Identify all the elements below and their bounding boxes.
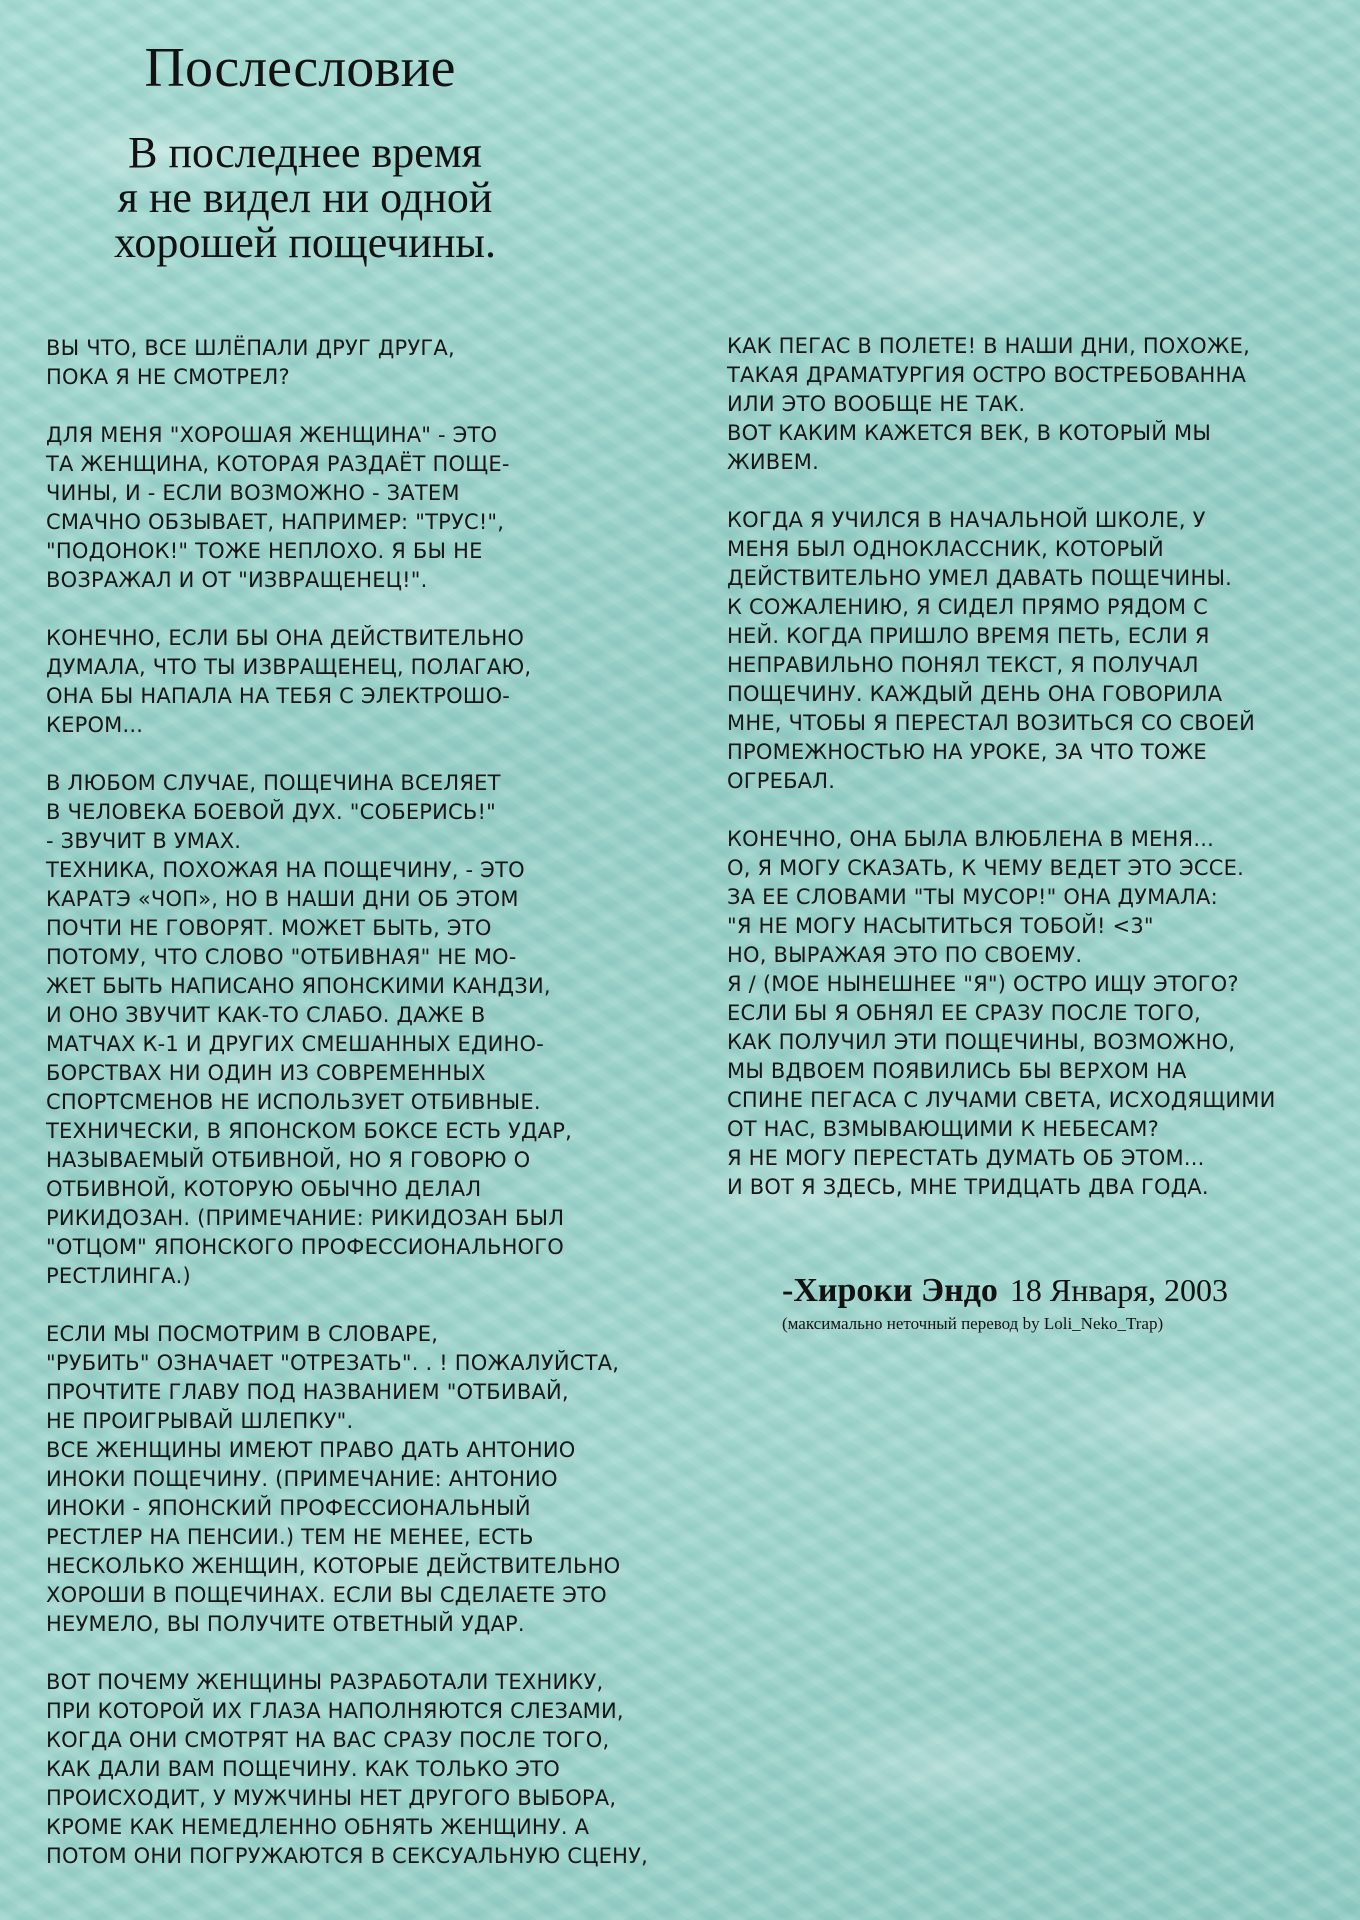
right-text-column	[727, 332, 1332, 1202]
signature	[782, 1272, 1342, 1310]
text-line: МАТЧАХ К-1 И ДРУГИХ СМЕШАННЫХ ЕДИНО-	[46, 1032, 545, 1056]
text-line: "ПОДОНОК!" ТОЖЕ НЕПЛОХО. Я БЫ НЕ	[46, 539, 483, 563]
text-line: Я НЕ МОГУ ПЕРЕСТАТЬ ДУМАТЬ ОБ ЭТОМ...	[727, 1146, 1205, 1170]
text-line: БОРСТВАХ НИ ОДИН ИЗ СОВРЕМЕННЫХ	[46, 1061, 486, 1085]
text-line: ОГРЕБАЛ.	[727, 769, 836, 793]
author-name: -Хироки Эндо	[782, 1272, 998, 1309]
text-line: "Я НЕ МОГУ НАСЫТИТЬСЯ ТОБОЙ! <3"	[727, 914, 1154, 938]
text-line: КОНЕЧНО, ОНА БЫЛА ВЛЮБЛЕНА В МЕНЯ...	[727, 827, 1214, 851]
text-line: РИКИДОЗАН. (ПРИМЕЧАНИЕ: РИКИДОЗАН БЫЛ	[46, 1206, 565, 1230]
text-line: ИНОКИ - ЯПОНСКИЙ ПРОФЕССИОНАЛЬНЫЙ	[46, 1496, 531, 1520]
text-line: ИНОКИ ПОЩЕЧИНУ. (ПРИМЕЧАНИЕ: АНТОНИО	[46, 1467, 558, 1491]
text-line: И ВОТ Я ЗДЕСЬ, МНЕ ТРИДЦАТЬ ДВА ГОДА.	[727, 1175, 1209, 1199]
text-line: ПОКА Я НЕ СМОТРЕЛ?	[46, 365, 290, 389]
text-line: КАК ДАЛИ ВАМ ПОЩЕЧИНУ. КАК ТОЛЬКО ЭТО	[46, 1757, 560, 1781]
text-line: МЕНЯ БЫЛ ОДНОКЛАССНИК, КОТОРЫЙ	[727, 537, 1164, 561]
translator-note: (максимально неточный перевод by Loli_Neko_Trap)	[782, 1314, 1164, 1333]
text-line: КОГДА ОНИ СМОТРЯТ НА ВАС СРАЗУ ПОСЛЕ ТОГО,	[46, 1728, 610, 1752]
text-line: КАРАТЭ «ЧОП», НО В НАШИ ДНИ ОБ ЭТОМ	[46, 887, 519, 911]
subtitle-line: я не видел ни одной	[117, 173, 493, 222]
paragraph-gap	[727, 477, 1332, 506]
text-line: ТЕХНИКА, ПОХОЖАЯ НА ПОЩЕЧИНУ, - ЭТО	[46, 858, 525, 882]
text-line: ПОТОМУ, ЧТО СЛОВО "ОТБИВНАЯ" НЕ МО-	[46, 945, 517, 969]
paragraph-gap	[46, 595, 706, 624]
page-subtitle	[0, 130, 610, 265]
text-line: КАК ПОЛУЧИЛ ЭТИ ПОЩЕЧИНЫ, ВОЗМОЖНО,	[727, 1030, 1236, 1054]
text-line: ПОЩЕЧИНУ. КАЖДЫЙ ДЕНЬ ОНА ГОВОРИЛА	[727, 682, 1223, 706]
text-line: ХОРОШИ В ПОЩЕЧИНАХ. ЕСЛИ ВЫ СДЕЛАЕТЕ ЭТО	[46, 1583, 607, 1607]
text-line: "РУБИТЬ" ОЗНАЧАЕТ "ОТРЕЗАТЬ". . ! ПОЖАЛУЙСТА,	[46, 1351, 620, 1375]
text-line: СПИНЕ ПЕГАСА С ЛУЧАМИ СВЕТА, ИСХОДЯЩИМИ	[727, 1088, 1276, 1112]
text-line: ВОТ КАКИМ КАЖЕТСЯ ВЕК, В КОТОРЫЙ МЫ	[727, 421, 1212, 445]
text-line: СМАЧНО ОБЗЫВАЕТ, НАПРИМЕР: "ТРУС!",	[46, 510, 505, 534]
text-line: ОНА БЫ НАПАЛА НА ТЕБЯ С ЭЛЕКТРОШО-	[46, 684, 511, 708]
text-line: МЫ ВДВОЕМ ПОЯВИЛИСЬ БЫ ВЕРХОМ НА	[727, 1059, 1187, 1083]
text-line: - ЗВУЧИТ В УМАХ.	[46, 829, 242, 853]
text-line: О, Я МОГУ СКАЗАТЬ, К ЧЕМУ ВЕДЕТ ЭТО ЭССЕ.	[727, 856, 1244, 880]
text-line: НО, ВЫРАЖАЯ ЭТО ПО СВОЕМУ.	[727, 943, 1083, 967]
paragraph-gap	[46, 740, 706, 769]
text-line: ПОТОМ ОНИ ПОГРУЖАЮТСЯ В СЕКСУАЛЬНУЮ СЦЕНУ,	[46, 1844, 648, 1868]
text-line: НЕЙ. КОГДА ПРИШЛО ВРЕМЯ ПЕТЬ, ЕСЛИ Я	[727, 624, 1210, 648]
text-line: НАЗЫВАЕМЫЙ ОТБИВНОЙ, НО Я ГОВОРЮ О	[46, 1148, 531, 1172]
text-line: ВОТ ПОЧЕМУ ЖЕНЩИНЫ РАЗРАБОТАЛИ ТЕХНИКУ,	[46, 1670, 604, 1694]
text-line: ПРОИСХОДИТ, У МУЖЧИНЫ НЕТ ДРУГОГО ВЫБОРА,	[46, 1786, 617, 1810]
text-line: НЕ ПРОИГРЫВАЙ ШЛЕПКУ".	[46, 1409, 354, 1433]
subtitle-line: хорошей пощечины.	[114, 218, 496, 267]
text-line: ЗА ЕЕ СЛОВАМИ "ТЫ МУСОР!" ОНА ДУМАЛА:	[727, 885, 1218, 909]
text-line: ВСЕ ЖЕНЩИНЫ ИМЕЮТ ПРАВО ДАТЬ АНТОНИО	[46, 1438, 576, 1462]
paragraph-gap	[46, 392, 706, 421]
text-line: КОНЕЧНО, ЕСЛИ БЫ ОНА ДЕЙСТВИТЕЛЬНО	[46, 626, 525, 650]
text-line: ТАКАЯ ДРАМАТУРГИЯ ОСТРО ВОСТРЕБОВАННА	[727, 363, 1247, 387]
text-line: И ОНО ЗВУЧИТ КАК-ТО СЛАБО. ДАЖЕ В	[46, 1003, 486, 1027]
paragraph-gap	[46, 1291, 706, 1320]
text-line: КЕРОМ...	[46, 713, 144, 737]
paragraph-gap	[727, 796, 1332, 825]
text-line: КОГДА Я УЧИЛСЯ В НАЧАЛЬНОЙ ШКОЛЕ, У	[727, 508, 1206, 532]
text-line: КРОМЕ КАК НЕМЕДЛЕННО ОБНЯТЬ ЖЕНЩИНУ. А	[46, 1815, 590, 1839]
text-line: ДУМАЛА, ЧТО ТЫ ИЗВРАЩЕНЕЦ, ПОЛАГАЮ,	[46, 655, 532, 679]
text-line: ЕСЛИ МЫ ПОСМОТРИМ В СЛОВАРЕ,	[46, 1322, 439, 1346]
left-text-column	[46, 334, 706, 1871]
text-line: НЕУМЕЛО, ВЫ ПОЛУЧИТЕ ОТВЕТНЫЙ УДАР.	[46, 1612, 525, 1636]
text-line: НЕСКОЛЬКО ЖЕНЩИН, КОТОРЫЕ ДЕЙСТВИТЕЛЬНО	[46, 1554, 621, 1578]
text-line: РЕСТЛЕР НА ПЕНСИИ.) ТЕМ НЕ МЕНЕЕ, ЕСТЬ	[46, 1525, 534, 1549]
text-line: ПОЧТИ НЕ ГОВОРЯТ. МОЖЕТ БЫТЬ, ЭТО	[46, 916, 492, 940]
page-title: Послесловие	[144, 37, 456, 99]
text-line: ТЕХНИЧЕСКИ, В ЯПОНСКОМ БОКСЕ ЕСТЬ УДАР,	[46, 1119, 572, 1143]
text-line: ПРОЧТИТЕ ГЛАВУ ПОД НАЗВАНИЕМ "ОТБИВАЙ,	[46, 1380, 569, 1404]
text-line: ПРОМЕЖНОСТЬЮ НА УРОКЕ, ЗА ЧТО ТОЖЕ	[727, 740, 1207, 764]
text-line: ПРИ КОТОРОЙ ИХ ГЛАЗА НАПОЛНЯЮТСЯ СЛЕЗАМИ,	[46, 1699, 624, 1723]
text-line: ОТБИВНОЙ, КОТОРУЮ ОБЫЧНО ДЕЛАЛ	[46, 1177, 482, 1201]
text-line: ДЕЙСТВИТЕЛЬНО УМЕЛ ДАВАТЬ ПОЩЕЧИНЫ.	[727, 566, 1233, 590]
text-line: ТА ЖЕНЩИНА, КОТОРАЯ РАЗДАЁТ ПОЩЕ-	[46, 452, 510, 476]
text-line: К СОЖАЛЕНИЮ, Я СИДЕЛ ПРЯМО РЯДОМ С	[727, 595, 1208, 619]
text-line: ВОЗРАЖАЛ И ОТ "ИЗВРАЩЕНЕЦ!".	[46, 568, 428, 592]
text-line: "ОТЦОМ" ЯПОНСКОГО ПРОФЕССИОНАЛЬНОГО	[46, 1235, 565, 1259]
text-line: ЕСЛИ БЫ Я ОБНЯЛ ЕЕ СРАЗУ ПОСЛЕ ТОГО,	[727, 1001, 1201, 1025]
text-line: ОТ НАС, ВЗМЫВАЮЩИМИ К НЕБЕСАМ?	[727, 1117, 1159, 1141]
subtitle-line: В последнее время	[128, 128, 482, 177]
paragraph-gap	[46, 1639, 706, 1668]
signature-date: 18 Января, 2003	[1009, 1272, 1228, 1308]
text-line: ДЛЯ МЕНЯ "ХОРОШАЯ ЖЕНЩИНА" - ЭТО	[46, 423, 498, 447]
text-line: ВЫ ЧТО, ВСЕ ШЛЁПАЛИ ДРУГ ДРУГА,	[46, 336, 455, 360]
text-line: ЖИВЕМ.	[727, 450, 819, 474]
text-line: ИЛИ ЭТО ВООБЩЕ НЕ ТАК.	[727, 392, 1026, 416]
text-line: ЖЕТ БЫТЬ НАПИСАНО ЯПОНСКИМИ КАНДЗИ,	[46, 974, 551, 998]
text-line: Я / (МОЕ НЫНЕШНЕЕ "Я") ОСТРО ИЩУ ЭТОГО?	[727, 972, 1239, 996]
text-line: В ЧЕЛОВЕКА БОЕВОЙ ДУХ. "СОБЕРИСЬ!"	[46, 800, 497, 824]
text-line: В ЛЮБОМ СЛУЧАЕ, ПОЩЕЧИНА ВСЕЛЯЕТ	[46, 771, 501, 795]
text-line: СПОРТСМЕНОВ НЕ ИСПОЛЬЗУЕТ ОТБИВНЫЕ.	[46, 1090, 541, 1114]
text-line: МНЕ, ЧТОБЫ Я ПЕРЕСТАЛ ВОЗИТЬСЯ СО СВОЕЙ	[727, 711, 1255, 735]
text-line: ЧИНЫ, И - ЕСЛИ ВОЗМОЖНО - ЗАТЕМ	[46, 481, 460, 505]
text-line: РЕСТЛИНГА.)	[46, 1264, 191, 1288]
text-line: НЕПРАВИЛЬНО ПОНЯЛ ТЕКСТ, Я ПОЛУЧАЛ	[727, 653, 1199, 677]
text-line: КАК ПЕГАС В ПОЛЕТЕ! В НАШИ ДНИ, ПОХОЖЕ,	[727, 334, 1251, 358]
